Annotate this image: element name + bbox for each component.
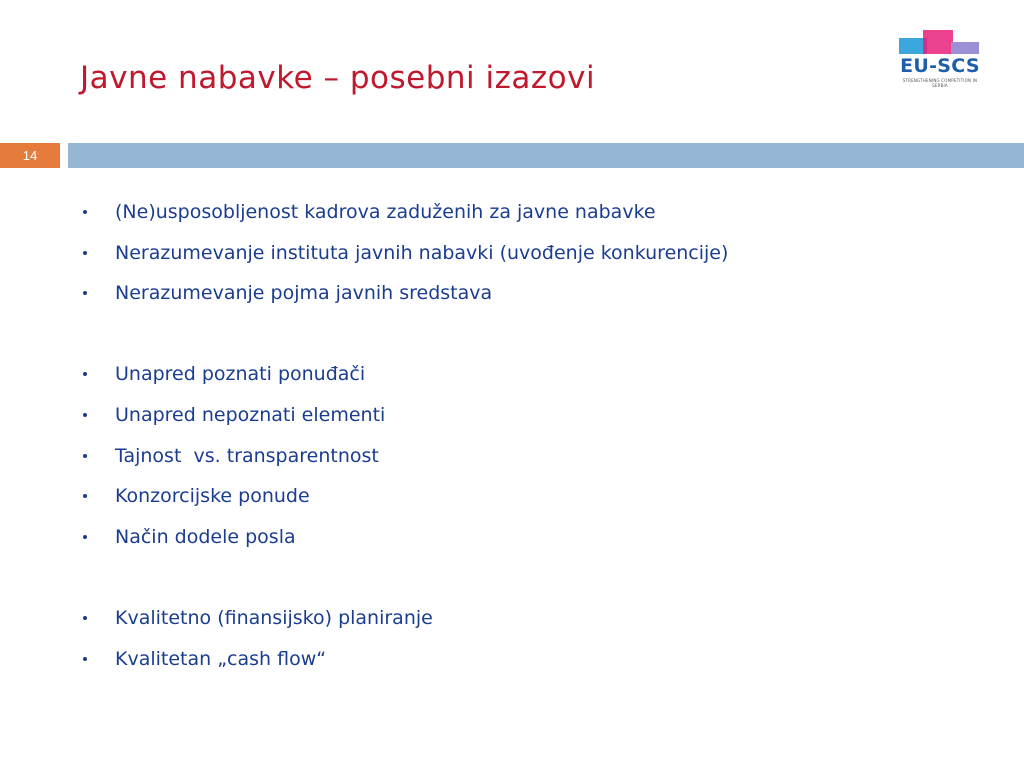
- bullet-dot-icon: [83, 413, 87, 417]
- bullet-item: [80, 400, 728, 441]
- eu-scs-logo: [897, 28, 983, 86]
- bullet-dot-icon: [83, 494, 87, 498]
- bullet-text: Nerazumevanje instituta javnih nabavki (uvođenje konkurencije): [115, 241, 729, 264]
- bullet-text: Konzorcijske ponude: [115, 485, 310, 508]
- bullet-dot-icon: [83, 251, 87, 255]
- logo-square-purple: [951, 42, 979, 54]
- logo-square-pink: [923, 30, 953, 54]
- bullet-item: [80, 278, 728, 319]
- bullet-item: [80, 644, 728, 685]
- logo-text: EU-SCS: [900, 55, 980, 77]
- bullet-dot-icon: [83, 616, 87, 620]
- header-rule-bar: [68, 143, 1024, 168]
- bullet-dot-icon: [83, 657, 87, 661]
- bullet-dot-icon: [83, 372, 87, 376]
- bullet-item: [80, 441, 728, 482]
- bullet-text: (Ne)usposobljenost kadrova zaduženih za javne nabavke: [115, 201, 656, 223]
- bullet-list: [80, 197, 728, 684]
- bullet-item: [80, 522, 728, 563]
- bullet-text: Nerazumevanje pojma javnih sredstava: [115, 282, 493, 305]
- bullet-text: Unapred nepoznati elementi: [115, 403, 386, 426]
- bullet-item: [80, 197, 728, 238]
- slide-number: 14: [0, 143, 60, 168]
- bullet-item: [80, 603, 728, 644]
- bullet-spacer: [80, 562, 728, 603]
- bullet-dot-icon: [83, 535, 87, 539]
- bullet-spacer: [80, 319, 728, 360]
- bullet-text: Način dodele posla: [115, 525, 296, 548]
- bullet-dot-icon: [83, 210, 87, 214]
- bullet-text: Unapred poznati ponuđači: [115, 363, 366, 386]
- bullet-item: [80, 481, 728, 522]
- bullet-text: Kvalitetan „cash flow“: [115, 647, 327, 670]
- bullet-item: [80, 359, 728, 400]
- bullet-text: Kvalitetno (finansijsko) planiranje: [115, 606, 433, 629]
- bullet-dot-icon: [83, 454, 87, 458]
- slide-title: Javne nabavke – posebni izazovi: [80, 60, 596, 96]
- bullet-item: [80, 238, 728, 279]
- bullet-text: Tajnost vs. transparentnost: [115, 444, 379, 467]
- bullet-dot-icon: [83, 291, 87, 295]
- logo-tagline: STRENGTHENING COMPETITION IN SERBIA: [902, 78, 978, 88]
